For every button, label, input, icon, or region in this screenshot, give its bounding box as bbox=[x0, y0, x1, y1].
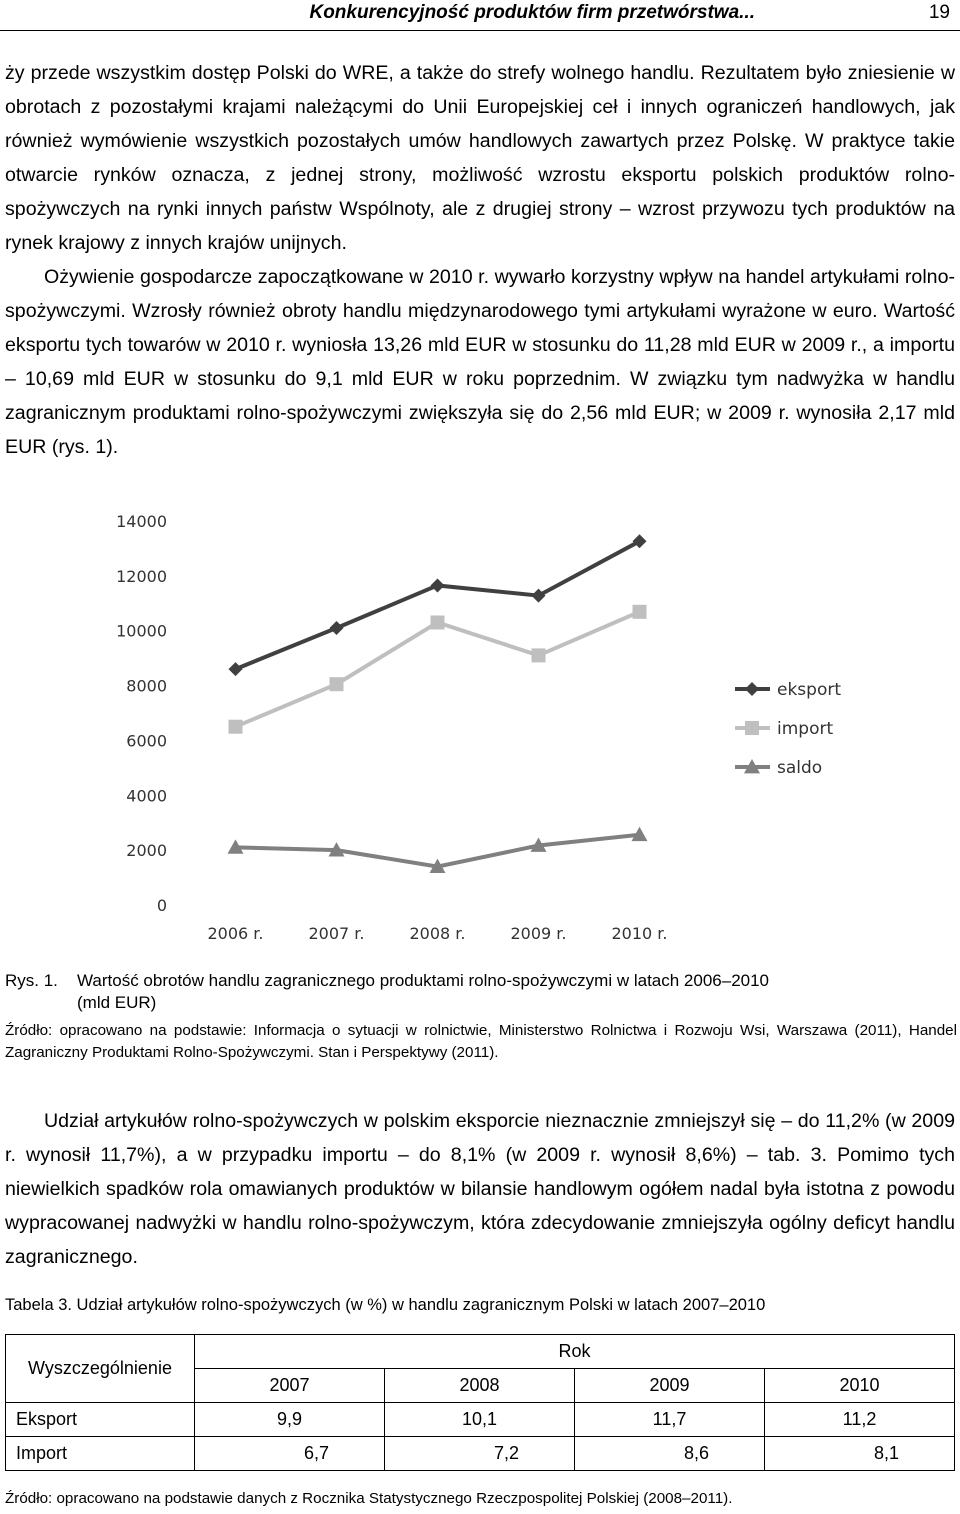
table-cell: 9,9 bbox=[195, 1403, 385, 1437]
table-cell: 7,2 bbox=[385, 1437, 575, 1471]
data-point-eksport bbox=[229, 662, 243, 676]
y-tick-label: 0 bbox=[156, 896, 167, 915]
table-year: 2007 bbox=[195, 1369, 385, 1403]
y-tick-label: 8000 bbox=[126, 676, 167, 696]
data-point-eksport bbox=[431, 578, 445, 592]
data-point-import bbox=[431, 615, 445, 629]
table-year: 2010 bbox=[765, 1369, 955, 1403]
page-number: 19 bbox=[928, 2, 950, 23]
legend-label: import bbox=[777, 719, 834, 739]
y-axis-ticks bbox=[116, 512, 167, 915]
data-point-import bbox=[330, 677, 344, 691]
data-point-import bbox=[229, 720, 243, 734]
table-cell: 11,2 bbox=[765, 1403, 955, 1437]
y-tick-label: 4000 bbox=[126, 786, 167, 806]
y-tick-label: 12000 bbox=[116, 566, 167, 586]
table-cell: 11,7 bbox=[575, 1403, 765, 1437]
x-tick-label: 2009 r. bbox=[510, 924, 567, 943]
body-text-top bbox=[5, 56, 955, 464]
paragraph-1: ży przede wszystkim dostęp Polski do WRE, a także do strefy wolnego handlu. Rezultatem było zniesienie w obrotach z pozostałymi krajami należącymi do Unii Europejskiej ceł i innych ograniczeń handlowych, jak również wymówienie wszystkich pozostałych umów handlowych zawartych przez Polskę. W praktyce takie otwarcie rynków oznacza, z jednej strony, możliwość wzrostu eksportu polskich produktów rolno-spożywczych na rynki innych państw Wspólnoty, ale z drugiej strony – wzrost przywozu tych produktów na rynek krajowy z innych krajów unijnych. bbox=[5, 62, 955, 254]
figure-caption-line2: (mld EUR) bbox=[77, 993, 157, 1012]
x-tick-label: 2010 r. bbox=[611, 924, 668, 943]
table-cell: 8,1 bbox=[765, 1437, 955, 1471]
table-row-label: Eksport bbox=[6, 1403, 195, 1437]
table-year: 2009 bbox=[575, 1369, 765, 1403]
series-lines bbox=[228, 534, 648, 873]
table-cell: 10,1 bbox=[385, 1403, 575, 1437]
data-point-import bbox=[633, 605, 647, 619]
y-tick-label: 14000 bbox=[116, 512, 167, 531]
figure-caption bbox=[5, 970, 960, 1014]
figure-caption-line1: Wartość obrotów handlu zagranicznego produktami rolno-spożywczymi w latach 2006–2010 bbox=[77, 971, 770, 990]
page-header bbox=[0, 0, 960, 31]
table-cell: 6,7 bbox=[195, 1437, 385, 1471]
x-axis-ticks bbox=[208, 924, 668, 943]
legend-label: eksport bbox=[777, 680, 842, 700]
table-cell: 8,6 bbox=[575, 1437, 765, 1471]
table-row bbox=[6, 1403, 955, 1437]
table-group-header: Rok bbox=[195, 1335, 955, 1369]
running-title: Konkurencyjność produktów firm przetwórstwa... bbox=[309, 2, 755, 23]
table-row-header: Wyszczególnienie bbox=[6, 1335, 195, 1403]
figure-label: Rys. 1. bbox=[5, 971, 58, 990]
x-tick-label: 2007 r. bbox=[308, 924, 365, 943]
legend-marker-eksport bbox=[745, 682, 759, 696]
table-source: Źródło: opracowano na podstawie danych z Rocznika Statystycznego Rzeczpospolitej Polskiej (2008–2011). bbox=[5, 1490, 733, 1507]
share-table bbox=[5, 1334, 955, 1471]
data-point-eksport bbox=[330, 621, 344, 635]
paragraph-3: Udział artykułów rolno-spożywczych w polskim eksporcie nieznacznie zmniejszył się – do 11,2% (w 2009 r. wynosił 11,7%), a w przypadku importu – do 8,1% (w 2009 r. wynosił 8,6%) – tab. 3. Pomimo tych niewielkich spadków rola omawianych produktów w bilansie handlowym ogółem nadal była istotna z powodu wypracowanej nadwyżki w handlu rolno-spożywczym, która zdecydowanie zmniejszyła ogólny deficyt handlu zagranicznego. bbox=[5, 1110, 955, 1268]
y-tick-label: 2000 bbox=[126, 841, 167, 861]
table-row bbox=[6, 1437, 955, 1471]
legend-label: saldo bbox=[777, 758, 823, 778]
legend-marker-import bbox=[745, 721, 759, 735]
body-text-bottom bbox=[5, 1104, 955, 1274]
series-line-eksport bbox=[236, 541, 640, 669]
table-row-label: Import bbox=[6, 1437, 195, 1471]
figure-source: Źródło: opracowano na podstawie: Informacja o sytuacji w rolnictwie, Ministerstwo Rolnictwa i Rozwoju Wsi, Warszawa (2011), Handel Zagraniczny Produktami Rolno-Spożywczymi. Stan i Perspektywy (2011). bbox=[5, 1022, 957, 1061]
table-title: Tabela 3. Udział artykułów rolno-spożywczych (w %) w handlu zagranicznym Polski w latach 2007–2010 bbox=[5, 1296, 766, 1314]
table-year: 2008 bbox=[385, 1369, 575, 1403]
paragraph-2: Ożywienie gospodarcze zapoczątkowane w 2010 r. wywarło korzystny wpływ na handel artykułami rolno-spożywczymi. Wzrosły również obroty handlu międzynarodowego tymi artykułami wyrażone w euro. Wartość eksportu tych towarów w 2010 r. wyniosła 13,26 mld EUR w stosunku do 11,28 mld EUR w 2009 r., a importu – 10,69 mld EUR w stosunku do 9,1 mld EUR w roku poprzednim. W związku tym nadwyżka w handlu zagranicznym produktami rolno-spożywczymi zwiększyła się do 2,56 mld EUR; w 2009 r. wynosiła 2,17 mld EUR (rys. 1). bbox=[5, 266, 955, 458]
y-tick-label: 10000 bbox=[116, 621, 167, 641]
x-tick-label: 2006 r. bbox=[207, 924, 264, 943]
x-tick-label: 2008 r. bbox=[409, 924, 466, 943]
trade-line-chart bbox=[0, 505, 960, 955]
data-point-import bbox=[532, 648, 546, 662]
y-tick-label: 6000 bbox=[126, 731, 167, 751]
chart-legend bbox=[735, 680, 841, 778]
